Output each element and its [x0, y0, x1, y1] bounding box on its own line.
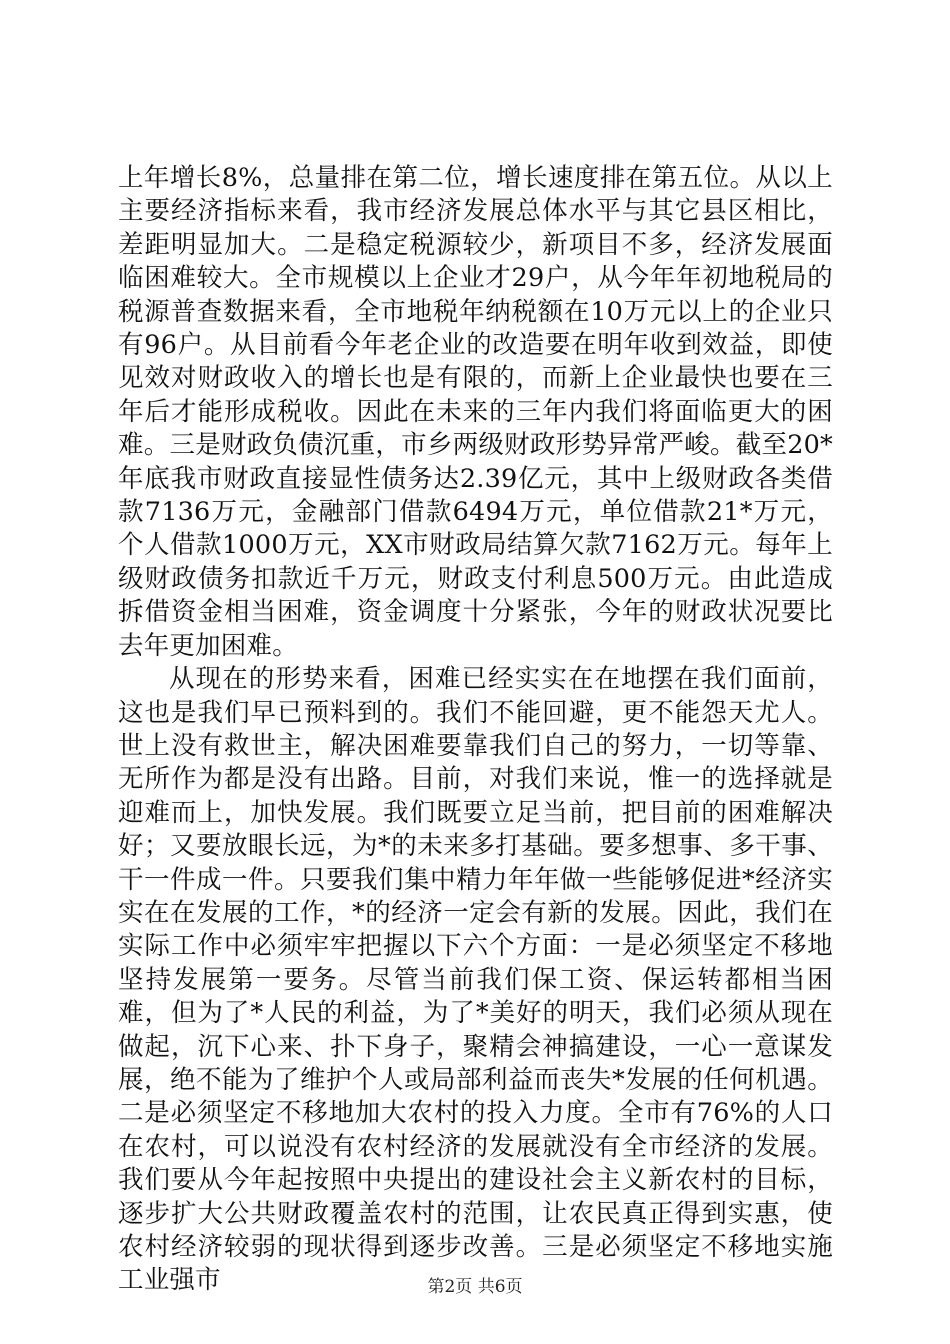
- paragraph-continued: 上年增长8%，总量排在第二位，增长速度排在第五位。从以上主要经济指标来看，我市经济发展总体水平与其它县区相比，差距明显加大。二是稳定税源较少，新项目不多，经济发展面临困难较大。全市规模以上企业才29户，从今年年初地税局的税源普查数据来看，全市地税年纳税额在10万元以上的企业只有96户。从目前看今年老企业的改造要在明年收到效益，即使见效对财政收入的增长也是有限的，而新上企业最快也要在三年后才能形成税收。因此在未来的三年内我们将面临更大的困难。三是财政负债沉重，市乡两级财政形势异常严峻。截至20*年底我市财政直接显性债务达2.39亿元，其中上级财政各类借款7136万元，金融部门借款6494万元，单位借款21*万元，个人借款1000万元，XX市财政局结算欠款7162万元。每年上级财政债务扣款近千万元，财政支付利息500万元。由此造成拆借资金相当困难，资金调度十分紧张，今年的财政状况要比去年更加困难。: [118, 163, 833, 661]
- document-body: [118, 162, 833, 1298]
- paragraph: 从现在的形势来看，困难已经实实在在地摆在我们面前，这也是我们早已预料到的。我们不能回避，更不能怨天尤人。世上没有救世主，解决困难要靠我们自己的努力，一切等靠、无所作为都是没有出路。目前，对我们来说，惟一的选择就是迎难而上，加快发展。我们既要立足当前，把目前的困难解决好；又要放眼长远，为*的未来多打基础。要多想事、多干事、干一件成一件。只要我们集中精力年年做一些能够促进*经济实实在在发展的工作，*的经济一定会有新的发展。因此，我们在实际工作中必须牢牢把握以下六个方面：一是必须坚定不移地坚持发展第一要务。尽管当前我们保工资、保运转都相当困难，但为了*人民的利益，为了*美好的明天，我们必须从现在做起，沉下心来、扑下身子，聚精会神搞建设，一心一意谋发展，绝不能为了维护个人或局部利益而丧失*发展的任何机遇。二是必须坚定不移地加大农村的投入力度。全市有76%的人口在农村，可以说没有农村经济的发展就没有全市经济的发展。我们要从今年起按照中央提出的建设社会主义新农村的目标，逐步扩大公共财政覆盖农村的范围，让农民真正得到实惠，使农村经济较弱的现状得到逐步改善。三是必须坚定不移地实施工业强市: [118, 664, 833, 1296]
- page-number-footer: 第2页 共6页: [427, 1277, 523, 1297]
